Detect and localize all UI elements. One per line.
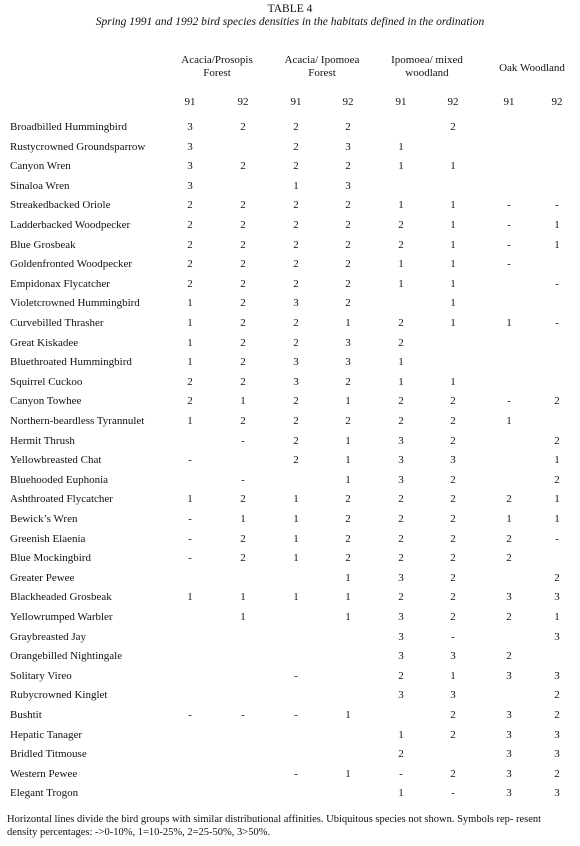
density-cell: 2 [398, 532, 404, 545]
density-cell: 2 [345, 532, 351, 545]
density-cell: 3 [554, 728, 560, 741]
density-cell: 2 [240, 199, 246, 212]
density-cell: 1 [398, 356, 404, 369]
density-cell: 1 [240, 591, 246, 604]
density-cell: 2 [554, 473, 560, 486]
density-cell: 2 [293, 395, 299, 408]
density-cell: 1 [554, 238, 560, 251]
species-name: Hermit Thrush [10, 434, 75, 447]
density-cell: 1 [293, 493, 299, 506]
species-name: Greenish Elaenia [10, 532, 86, 545]
species-name: Orangebilled Nightingale [10, 650, 123, 663]
density-cell: 2 [293, 121, 299, 133]
density-cell: 3 [187, 140, 193, 153]
density-cell: 1 [187, 317, 193, 329]
density-cell: 3 [398, 454, 404, 467]
density-cell: 2 [240, 552, 246, 565]
density-cell: 1 [345, 591, 351, 604]
density-cell: 2 [293, 317, 299, 329]
density-cell: 2 [345, 258, 351, 271]
density-cell: - [507, 258, 511, 271]
density-cell: 2 [293, 336, 299, 349]
density-cell: 1 [345, 767, 351, 780]
density-cell: 1 [345, 395, 351, 408]
species-name: Blue Mockingbird [10, 552, 91, 565]
density-cell: - [188, 532, 192, 545]
density-cell: 3 [506, 748, 512, 761]
density-cell: 2 [293, 140, 299, 153]
density-cell: 1 [293, 552, 299, 565]
density-cell: - [451, 787, 455, 800]
species-name: Solitary Vireo [10, 669, 72, 682]
density-cell: 2 [187, 199, 193, 212]
species-name: Sinaloa Wren [10, 179, 70, 192]
species-name: Graybreasted Jay [10, 630, 87, 643]
density-cell: 2 [345, 238, 351, 251]
density-cell: 1 [293, 179, 299, 192]
density-cell: 1 [187, 297, 193, 310]
species-name: Great Kiskadee [10, 336, 79, 349]
density-cell: - [241, 434, 245, 447]
density-cell: 1 [450, 277, 456, 290]
species-name: Hepatic Tanager [10, 728, 83, 741]
density-cell: 2 [293, 258, 299, 271]
density-cell: 2 [345, 160, 351, 173]
density-cell: 1 [240, 611, 246, 623]
density-cell: 3 [398, 630, 404, 643]
density-cell: 2 [554, 395, 560, 408]
density-cell: 2 [450, 493, 456, 506]
species-name: Bluehooded Euphonia [10, 473, 109, 486]
habitat-header-line: Forest [308, 67, 336, 79]
density-cell: 1 [398, 375, 404, 388]
density-cell: 3 [450, 650, 456, 663]
species-name: Bushtit [10, 709, 42, 721]
density-cell: 2 [398, 748, 404, 761]
species-name: Squirrel Cuckoo [10, 375, 83, 388]
density-cell: 1 [398, 277, 404, 290]
habitat-header [477, 62, 580, 75]
density-cell: 2 [345, 493, 351, 506]
year-header: 91 [290, 96, 302, 108]
density-cell: 1 [345, 709, 351, 721]
density-cell: 1 [554, 219, 560, 231]
year-header: 92 [237, 96, 249, 108]
density-cell: 3 [506, 787, 512, 800]
density-cell: 3 [450, 454, 456, 467]
density-cell: 1 [345, 317, 351, 329]
density-cell: 1 [398, 140, 404, 153]
density-cell: 2 [345, 297, 351, 310]
density-cell: 2 [398, 591, 404, 604]
density-cell: 1 [398, 787, 404, 800]
species-name: Blackheaded Grosbeak [10, 591, 112, 604]
density-cell: 3 [554, 748, 560, 761]
habitat-header [267, 54, 377, 80]
density-cell: 2 [293, 454, 299, 467]
density-cell: 2 [240, 375, 246, 388]
habitat-header [372, 54, 482, 80]
density-cell: 2 [506, 650, 512, 663]
density-cell: 1 [187, 356, 193, 369]
density-cell: 1 [506, 513, 512, 525]
density-cell: 1 [345, 454, 351, 467]
density-cell: 1 [506, 317, 512, 329]
density-cell: 3 [506, 767, 512, 780]
density-cell: 2 [554, 689, 560, 702]
density-cell: 1 [450, 199, 456, 212]
density-cell: 2 [398, 669, 404, 682]
density-cell: 2 [450, 473, 456, 486]
density-cell: 2 [293, 219, 299, 231]
density-cell: 1 [450, 160, 456, 173]
density-cell: - [507, 395, 511, 408]
density-cell: 2 [450, 532, 456, 545]
density-cell: 2 [450, 434, 456, 447]
density-cell: - [507, 219, 511, 231]
density-cell: 1 [398, 258, 404, 271]
density-cell: 2 [240, 297, 246, 310]
density-cell: 2 [240, 258, 246, 271]
table-caption: Spring 1991 and 1992 bird species densities in the habitats defined in the ordination [95, 16, 485, 28]
density-cell: 2 [345, 375, 351, 388]
species-name: Greater Pewee [10, 571, 75, 584]
density-cell: 2 [293, 238, 299, 251]
habitat-header-line: Ipomoea/ mixed [391, 54, 463, 66]
density-cell: - [294, 669, 298, 682]
density-cell: 1 [554, 493, 560, 506]
density-cell: 1 [450, 669, 456, 682]
density-cell: 1 [506, 415, 512, 427]
density-cell: 3 [345, 140, 351, 153]
habitat-header-line: woodland [405, 67, 449, 79]
species-name: Violetcrowned Hummingbird [10, 297, 140, 310]
density-cell: 2 [450, 121, 456, 133]
density-cell: 1 [345, 571, 351, 584]
density-cell: 2 [450, 415, 456, 427]
density-cell: 3 [554, 669, 560, 682]
density-cell: 1 [398, 160, 404, 173]
density-cell: 1 [345, 473, 351, 486]
density-cell: 1 [554, 611, 560, 623]
density-cell: 3 [398, 434, 404, 447]
species-name: Ashthroated Flycatcher [10, 493, 113, 506]
density-cell: - [188, 709, 192, 721]
species-name: Goldenfronted Woodpecker [10, 258, 133, 271]
density-cell: - [555, 532, 559, 545]
density-cell: 1 [450, 317, 456, 329]
year-header: 91 [503, 96, 515, 108]
density-cell: 3 [398, 611, 404, 623]
species-name: Yellowbreasted Chat [10, 454, 102, 467]
density-cell: 3 [554, 591, 560, 604]
density-cell: 2 [345, 199, 351, 212]
species-name: Curvebilled Thrasher [10, 317, 104, 329]
density-cell: 2 [293, 199, 299, 212]
species-name: Broadbilled Hummingbird [10, 121, 128, 133]
density-cell: 3 [345, 356, 351, 369]
density-cell: 1 [398, 199, 404, 212]
density-cell: 2 [398, 513, 404, 525]
density-cell: 3 [293, 297, 299, 310]
species-name: Blue Grosbeak [10, 238, 76, 251]
year-header: 91 [395, 96, 407, 108]
density-cell: 2 [345, 415, 351, 427]
density-cell: 3 [187, 121, 193, 133]
density-cell: 3 [506, 709, 512, 721]
species-name: Empidonax Flycatcher [10, 277, 110, 290]
density-cell: 1 [240, 395, 246, 408]
density-cell: 3 [506, 591, 512, 604]
density-cell: 1 [293, 532, 299, 545]
species-name: Canyon Wren [10, 160, 71, 173]
density-cell: 2 [345, 513, 351, 525]
density-cell: 1 [450, 297, 456, 310]
density-cell: 1 [450, 375, 456, 388]
density-cell: - [188, 454, 192, 467]
density-cell: 2 [187, 258, 193, 271]
density-cell: 2 [240, 336, 246, 349]
species-name: Western Pewee [10, 767, 78, 780]
density-cell: 3 [293, 356, 299, 369]
density-cell: 2 [398, 336, 404, 349]
density-cell: 3 [450, 689, 456, 702]
species-name: Yellowrumped Warbler [10, 611, 113, 623]
density-cell: 2 [450, 591, 456, 604]
density-cell: 2 [345, 219, 351, 231]
density-cell: 1 [450, 238, 456, 251]
density-cell: 2 [554, 434, 560, 447]
table-footnote: Horizontal lines divide the bird groups with similar distributional affinities. Ubiquitous species not shown. Symbols rep- resent density percentages: ->0-10%, 1=10-25%, 2=25-50%, 3>50%. [7, 814, 542, 838]
density-cell: 2 [187, 219, 193, 231]
density-cell: 3 [345, 179, 351, 192]
density-cell: 1 [240, 513, 246, 525]
species-name: Bewick’s Wren [10, 513, 78, 525]
density-cell: 2 [450, 709, 456, 721]
density-cell: 3 [345, 336, 351, 349]
density-cell: 2 [240, 238, 246, 251]
density-cell: 3 [554, 630, 560, 643]
density-cell: 3 [187, 160, 193, 173]
density-cell: - [555, 277, 559, 290]
density-cell: - [188, 513, 192, 525]
density-cell: 2 [345, 552, 351, 565]
density-cell: 1 [554, 454, 560, 467]
density-cell: - [555, 317, 559, 329]
density-cell: 1 [187, 336, 193, 349]
species-name: Canyon Towhee [10, 395, 82, 408]
habitat-header-line: Acacia/ Ipomoea [284, 54, 360, 66]
density-cell: 3 [293, 375, 299, 388]
density-cell: 2 [293, 434, 299, 447]
density-cell: - [294, 767, 298, 780]
density-cell: 3 [398, 689, 404, 702]
density-cell: - [555, 199, 559, 212]
density-cell: 1 [293, 591, 299, 604]
density-cell: 2 [554, 767, 560, 780]
density-cell: 2 [293, 160, 299, 173]
density-cell: 2 [398, 552, 404, 565]
density-cell: 3 [187, 179, 193, 192]
density-cell: 3 [554, 787, 560, 800]
density-cell: 3 [506, 669, 512, 682]
density-cell: 1 [345, 611, 351, 623]
density-cell: - [294, 709, 298, 721]
density-cell: 2 [293, 277, 299, 290]
density-cell: 3 [398, 473, 404, 486]
species-name: Streakedbacked Oriole [10, 199, 111, 212]
habitat-header [162, 54, 272, 80]
density-cell: 2 [398, 238, 404, 251]
habitat-header-line: Acacia/Prosopis [181, 54, 253, 66]
density-cell: 2 [398, 317, 404, 329]
density-cell: 1 [554, 513, 560, 525]
density-cell: 2 [240, 121, 246, 133]
year-header: 92 [447, 96, 459, 108]
density-cell: 2 [506, 493, 512, 506]
species-name: Northern-beardless Tyrannulet [10, 415, 145, 427]
density-cell: 3 [506, 728, 512, 741]
density-cell: 2 [240, 219, 246, 231]
density-cell: 1 [187, 415, 193, 427]
density-cell: 1 [450, 258, 456, 271]
density-cell: 2 [554, 571, 560, 584]
density-cell: 2 [240, 317, 246, 329]
species-name: Elegant Trogon [10, 787, 79, 800]
density-cell: 1 [398, 728, 404, 741]
density-cell: - [507, 199, 511, 212]
density-cell: 1 [450, 219, 456, 231]
density-cell: 2 [240, 356, 246, 369]
habitat-header-line: Forest [203, 67, 231, 79]
density-cell: 2 [240, 277, 246, 290]
species-name: Bluethroated Hummingbird [10, 356, 132, 369]
density-cell: 3 [398, 571, 404, 584]
density-cell: - [241, 473, 245, 486]
density-cell: 2 [345, 121, 351, 133]
species-name: Bridled Titmouse [10, 748, 87, 761]
density-cell: 2 [398, 395, 404, 408]
density-cell: 2 [450, 552, 456, 565]
density-cell: 2 [398, 219, 404, 231]
density-cell: 2 [293, 415, 299, 427]
density-cell: 2 [450, 767, 456, 780]
density-cell: 2 [450, 728, 456, 741]
density-cell: 2 [187, 395, 193, 408]
density-cell: 2 [240, 160, 246, 173]
density-cell: 2 [554, 709, 560, 721]
species-name: Rubycrowned Kinglet [10, 689, 108, 702]
density-cell: - [451, 630, 455, 643]
density-cell: 2 [345, 277, 351, 290]
density-cell: 2 [506, 552, 512, 565]
species-name: Ladderbacked Woodpecker [10, 219, 131, 231]
species-name: Rustycrowned Groundsparrow [10, 140, 146, 153]
year-header: 91 [184, 96, 196, 108]
density-cell: 2 [506, 532, 512, 545]
density-cell: - [399, 767, 403, 780]
density-cell: 2 [240, 532, 246, 545]
density-cell: 2 [398, 415, 404, 427]
density-cell: 2 [240, 415, 246, 427]
density-cell: - [241, 709, 245, 721]
density-cell: 1 [293, 513, 299, 525]
density-cell: 2 [450, 571, 456, 584]
density-cell: 2 [187, 277, 193, 290]
density-cell: 2 [450, 395, 456, 408]
density-cell: 2 [187, 375, 193, 388]
density-cell: 2 [187, 238, 193, 251]
density-cell: 2 [506, 611, 512, 623]
density-cell: 1 [187, 591, 193, 604]
density-cell: - [507, 238, 511, 251]
density-cell: 3 [398, 650, 404, 663]
density-cell: 1 [187, 493, 193, 506]
habitat-header-line: Oak Woodland [499, 62, 565, 74]
density-cell: - [188, 552, 192, 565]
year-header: 92 [551, 96, 563, 108]
table-label: TABLE 4 [267, 3, 313, 15]
year-header: 92 [342, 96, 354, 108]
density-cell: 2 [450, 513, 456, 525]
density-cell: 2 [450, 611, 456, 623]
density-cell: 2 [240, 493, 246, 506]
density-cell: 1 [345, 434, 351, 447]
density-cell: 2 [398, 493, 404, 506]
